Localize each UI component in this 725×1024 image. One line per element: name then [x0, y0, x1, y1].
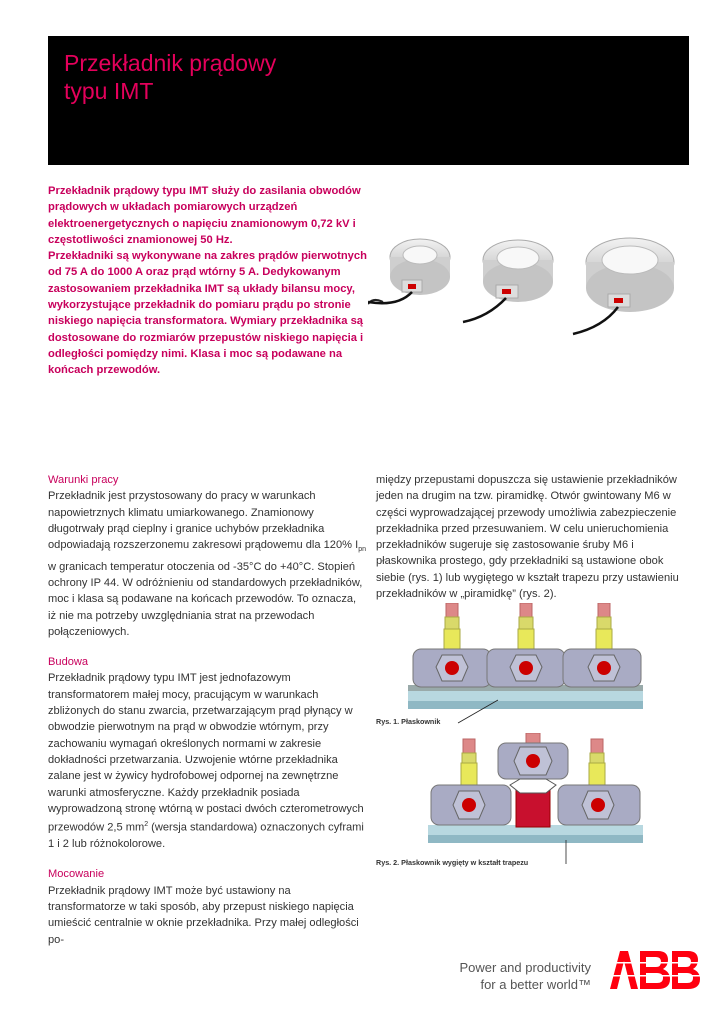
intro-paragraph-1: Przekładnik prądowy typu IMT służy do zasilania obwodów prądowych w układach pomiarowych urządzeń elektroenergetycznych o napięciu znamionowym 0,72 kV i częstotliwości znamionowej 50 Hz.: [48, 185, 361, 246]
warunki-sub: pn: [358, 546, 366, 554]
title-line-2: typu IMT: [64, 78, 154, 104]
budowa-text-b: (wersja standardowa) oznaczonych cyframi 1 i 2 lub różnokolorowe.: [48, 821, 364, 851]
right-column: [376, 472, 688, 616]
title-banner: [48, 36, 689, 165]
figure-2-caption: Rys. 2. Płaskownik wygięty w kształt trapezu: [376, 858, 529, 867]
fig1-unit-1: [413, 603, 491, 687]
abb-logo: [608, 951, 700, 989]
transformer-medium: [463, 240, 553, 322]
budowa-text-a: Przekładnik prądowy typu IMT jest jednofazowym transformatorem małej mocy, pracującym w warunkach zbliżonych do stanu zwarcia, przetwarzającym prąd płynący w obwodzie pierwotnym na prąd w obwodzie wtórnym, przy zachowaniu wymagań określonych normami w zakresie dokładności przetwarzania. Uzwojenie wtórne przekładnika zalane jest w żywicy hydrofobowej odpornej na zewnętrzne warunki atmosferyczne. Każdy przekładnik posiada wyprowadzoną stronę wtórną w postaci dwóch czterometrowych przewodów 2,5 mm: [48, 672, 364, 834]
intro-text: [48, 183, 378, 379]
intro-paragraph-2: Przekładniki są wykonywane na zakres prądów pierwotnych od 75 A do 1000 A oraz prąd wtórny 5 A. Dedykowanym zastosowaniem przekładnika IMT są układy bilansu mocy, wykorzystujące przekładnik do pomiaru prądu po stronie niskiego napięcia transformatora. Wymiary przekładnika są dostosowane do rozmiarów przepustów niskiego napięcia i odległości pomiędzy nimi. Klasa i moc są podawane na końcach przewodów.: [48, 250, 367, 377]
budowa-text: [48, 670, 366, 852]
product-image: [368, 222, 698, 352]
section-title-warunki: Warunki pracy: [48, 474, 119, 486]
page-title: [64, 49, 276, 105]
warunki-text-a: Przekładnik jest przystosowany do pracy w warunkach napowietrznych klimatu umiarkowanego. Znamionowy długotrwały prąd cieplny i granice uchybów przekładnika odpowiadają rozszerzonemu zakresowi prądowemu dla 120% I: [48, 490, 359, 552]
section-title-budowa: Budowa: [48, 656, 89, 669]
warunki-text-b: w granicach temperatur otoczenia od -35°C do +40°C. Stopień ochrony IP 44. W odróżnieniu od standardowych przekładników, moc i klasa są podawane na końcach przewodów. To oznacza, iż nie ma potrzeby uwzględniania strat na przewodach połączeniowych.: [48, 560, 363, 638]
mocowanie-text: Przekładnik prądowy IMT może być ustawiony na transformatorze w taki sposób, aby przepust niskiego napięcia umieścić centralnie w oknie przekładnika. Przy małej odległości po-: [48, 884, 359, 946]
fig1-unit-2: [487, 603, 565, 687]
mocowanie-continued-text: między przepustami dopuszcza się ustawienie przekładników jeden na drugim na tzw. piramidkę. Otwór gwintowany M6 w części wyprowadzającej przewody umożliwia zabezpieczenie przekładnika przed przesuwaniem. W celu unieruchomienia przekładników sugeruje się zastosowanie śruby M6 i płaskownika prostego, gdy przekładniki są ustawione obok siebie (rys. 1) lub wygiętego w kształt trapezu przy ustawieniu przekładników w „piramidkę” (rys. 2).: [376, 474, 679, 601]
fig1-unit-3: [563, 603, 641, 687]
slogan-line-2: for a better world™: [480, 977, 591, 992]
footer-slogan: [459, 959, 591, 993]
transformer-small: [368, 239, 450, 304]
section-title-mocowanie: Mocowanie: [48, 868, 105, 881]
warunki-text: [48, 488, 366, 640]
slogan-line-1: Power and productivity: [459, 960, 591, 975]
transformer-large: [573, 238, 674, 334]
budowa-sup: 2: [144, 821, 149, 829]
title-line-1: Przekładnik prądowy: [64, 50, 277, 76]
left-column: [48, 472, 366, 962]
figure-1-caption: Rys. 1. Płaskownik: [376, 717, 441, 726]
